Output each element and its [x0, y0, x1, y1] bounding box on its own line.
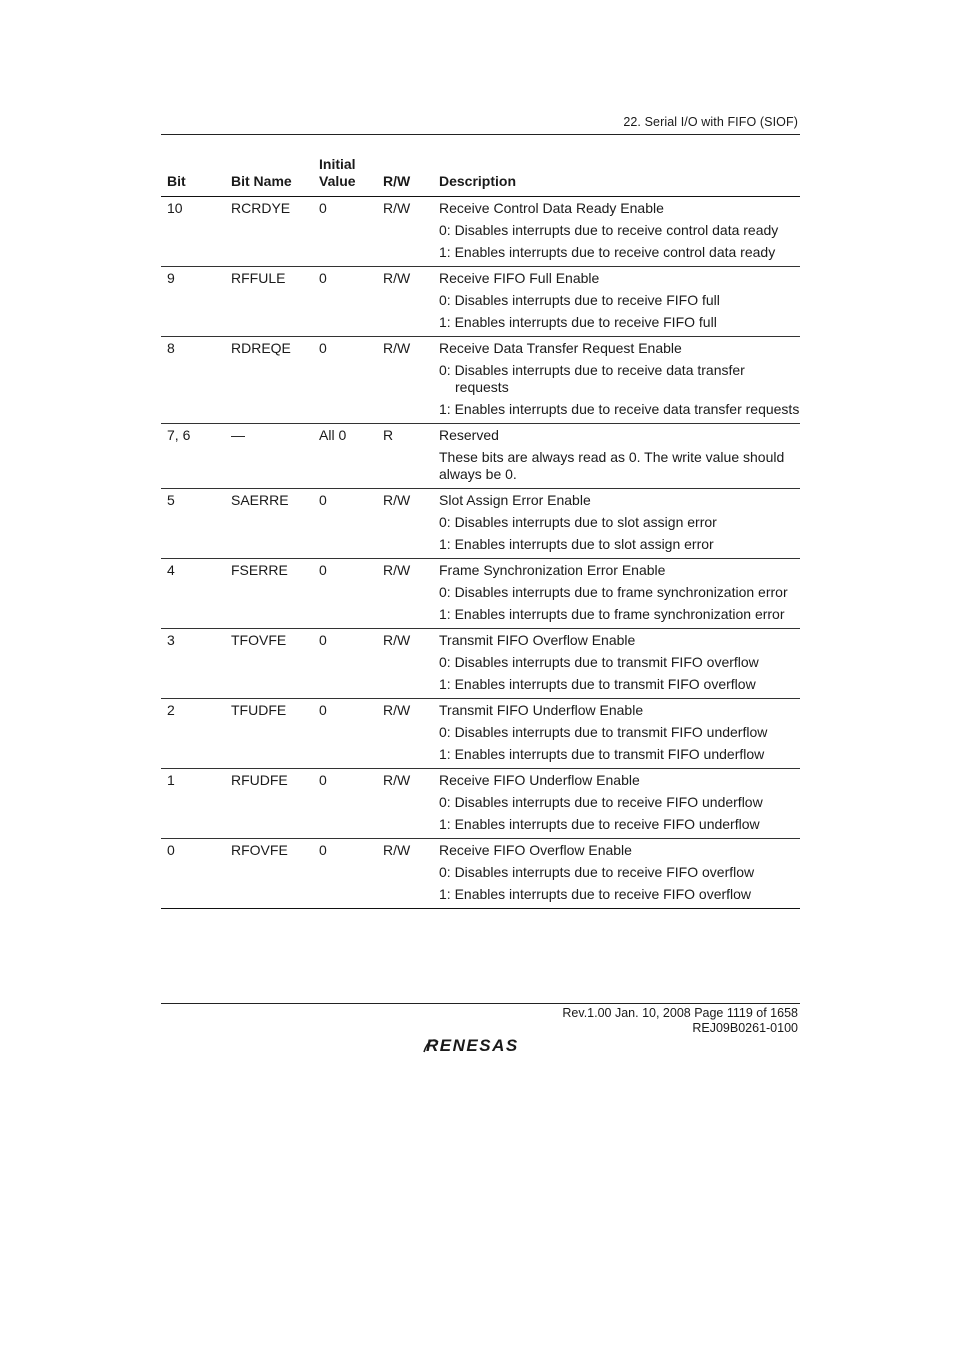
cell-rw: R/W [377, 769, 433, 839]
cell-bit: 9 [161, 267, 225, 337]
register-bit-table [161, 156, 800, 909]
col-header-initial-line2: Value [319, 173, 356, 189]
footer-divider [161, 1003, 800, 1004]
description-line: 1: Enables interrupts due to receive FIFO full [439, 314, 717, 330]
description-title: Receive FIFO Overflow Enable [439, 842, 632, 858]
description-title: Transmit FIFO Underflow Enable [439, 702, 644, 718]
col-header-bit-name: Bit Name [225, 156, 313, 197]
description-line: 1: Enables interrupts due to receive data transfer requests [439, 401, 800, 417]
footer-revision: Rev.1.00 Jan. 10, 2008 Page 1119 of 1658 [562, 1006, 798, 1020]
cell-bit-name: RDREQE [225, 337, 313, 424]
cell-initial-value: All 0 [313, 424, 377, 489]
table-row [161, 424, 800, 489]
cell-bit-name: RCRDYE [225, 197, 313, 267]
cell-rw: R/W [377, 197, 433, 267]
cell-bit: 8 [161, 337, 225, 424]
col-header-bit: Bit [161, 156, 225, 197]
description-line: 1: Enables interrupts due to frame synchronization error [439, 606, 785, 622]
cell-rw: R/W [377, 559, 433, 629]
table-row [161, 559, 800, 629]
cell-bit: 3 [161, 629, 225, 699]
cell-bit-name: TFUDFE [225, 699, 313, 769]
col-header-rw: R/W [377, 156, 433, 197]
table-header-row [161, 156, 800, 197]
svg-text:RENESAS: RENESAS [426, 1036, 519, 1055]
cell-initial-value: 0 [313, 839, 377, 909]
cell-rw: R/W [377, 839, 433, 909]
description-line: 0: Disables interrupts due to frame synchronization error [439, 584, 788, 600]
cell-initial-value: 0 [313, 267, 377, 337]
cell-description [433, 629, 800, 699]
cell-bit: 0 [161, 839, 225, 909]
table-row [161, 197, 800, 267]
cell-bit-name: RFOVFE [225, 839, 313, 909]
description-line: 0: Disables interrupts due to receive data transfer requests [439, 362, 745, 395]
description-line: 0: Disables interrupts due to receive control data ready [439, 222, 779, 238]
col-header-initial-value [313, 156, 377, 197]
cell-initial-value: 0 [313, 629, 377, 699]
description-title: Receive Control Data Ready Enable [439, 200, 664, 216]
header-divider [161, 134, 800, 135]
cell-initial-value: 0 [313, 699, 377, 769]
cell-bit-name: RFUDFE [225, 769, 313, 839]
description-line: 0: Disables interrupts due to slot assign error [439, 514, 717, 530]
description-title: Receive Data Transfer Request Enable [439, 340, 682, 356]
cell-bit: 2 [161, 699, 225, 769]
cell-rw: R/W [377, 699, 433, 769]
cell-description [433, 337, 800, 424]
description-line: 0: Disables interrupts due to receive FIFO overflow [439, 864, 755, 880]
col-header-initial-line1: Initial [319, 156, 356, 172]
running-header: 22. Serial I/O with FIFO (SIOF) [623, 115, 798, 129]
cell-rw: R/W [377, 629, 433, 699]
table-row [161, 699, 800, 769]
description-title: Reserved [439, 427, 499, 443]
cell-description [433, 769, 800, 839]
table-row [161, 769, 800, 839]
table-row [161, 267, 800, 337]
col-header-description: Description [433, 156, 800, 197]
description-line: 1: Enables interrupts due to receive control data ready [439, 244, 776, 260]
cell-bit-name: FSERRE [225, 559, 313, 629]
description-title: Receive FIFO Underflow Enable [439, 772, 640, 788]
cell-description [433, 197, 800, 267]
cell-bit: 10 [161, 197, 225, 267]
cell-rw: R [377, 424, 433, 489]
description-title: Slot Assign Error Enable [439, 492, 591, 508]
cell-initial-value: 0 [313, 197, 377, 267]
cell-bit: 1 [161, 769, 225, 839]
description-line: 1: Enables interrupts due to receive FIFO overflow [439, 886, 752, 902]
cell-initial-value: 0 [313, 489, 377, 559]
cell-description [433, 839, 800, 909]
cell-bit-name: TFOVFE [225, 629, 313, 699]
description-line: 0: Disables interrupts due to receive FIFO underflow [439, 794, 763, 810]
cell-description [433, 489, 800, 559]
cell-rw: R/W [377, 337, 433, 424]
cell-bit: 7, 6 [161, 424, 225, 489]
cell-bit-name: — [225, 424, 313, 489]
description-line: 1: Enables interrupts due to slot assign error [439, 536, 714, 552]
description-title: Receive FIFO Full Enable [439, 270, 600, 286]
renesas-logo [422, 1034, 542, 1056]
cell-rw: R/W [377, 489, 433, 559]
footer-doc-id: REJ09B0261-0100 [692, 1021, 798, 1035]
cell-initial-value: 0 [313, 559, 377, 629]
description-line: 0: Disables interrupts due to transmit FIFO underflow [439, 724, 768, 740]
description-line: 0: Disables interrupts due to receive FIFO full [439, 292, 720, 308]
description-line: These bits are always read as 0. The write value should always be 0. [439, 449, 785, 482]
description-line: 0: Disables interrupts due to transmit FIFO overflow [439, 654, 759, 670]
cell-description [433, 699, 800, 769]
cell-bit: 5 [161, 489, 225, 559]
table-row [161, 489, 800, 559]
cell-bit-name: RFFULE [225, 267, 313, 337]
cell-initial-value: 0 [313, 769, 377, 839]
cell-description [433, 424, 800, 489]
cell-bit-name: SAERRE [225, 489, 313, 559]
description-line: 1: Enables interrupts due to receive FIFO underflow [439, 816, 760, 832]
cell-description [433, 267, 800, 337]
description-title: Frame Synchronization Error Enable [439, 562, 666, 578]
cell-description [433, 559, 800, 629]
table-row [161, 839, 800, 909]
table-row [161, 629, 800, 699]
table-row [161, 337, 800, 424]
description-line: 1: Enables interrupts due to transmit FIFO overflow [439, 676, 756, 692]
cell-rw: R/W [377, 267, 433, 337]
description-title: Transmit FIFO Overflow Enable [439, 632, 636, 648]
cell-initial-value: 0 [313, 337, 377, 424]
cell-bit: 4 [161, 559, 225, 629]
description-line: 1: Enables interrupts due to transmit FIFO underflow [439, 746, 765, 762]
